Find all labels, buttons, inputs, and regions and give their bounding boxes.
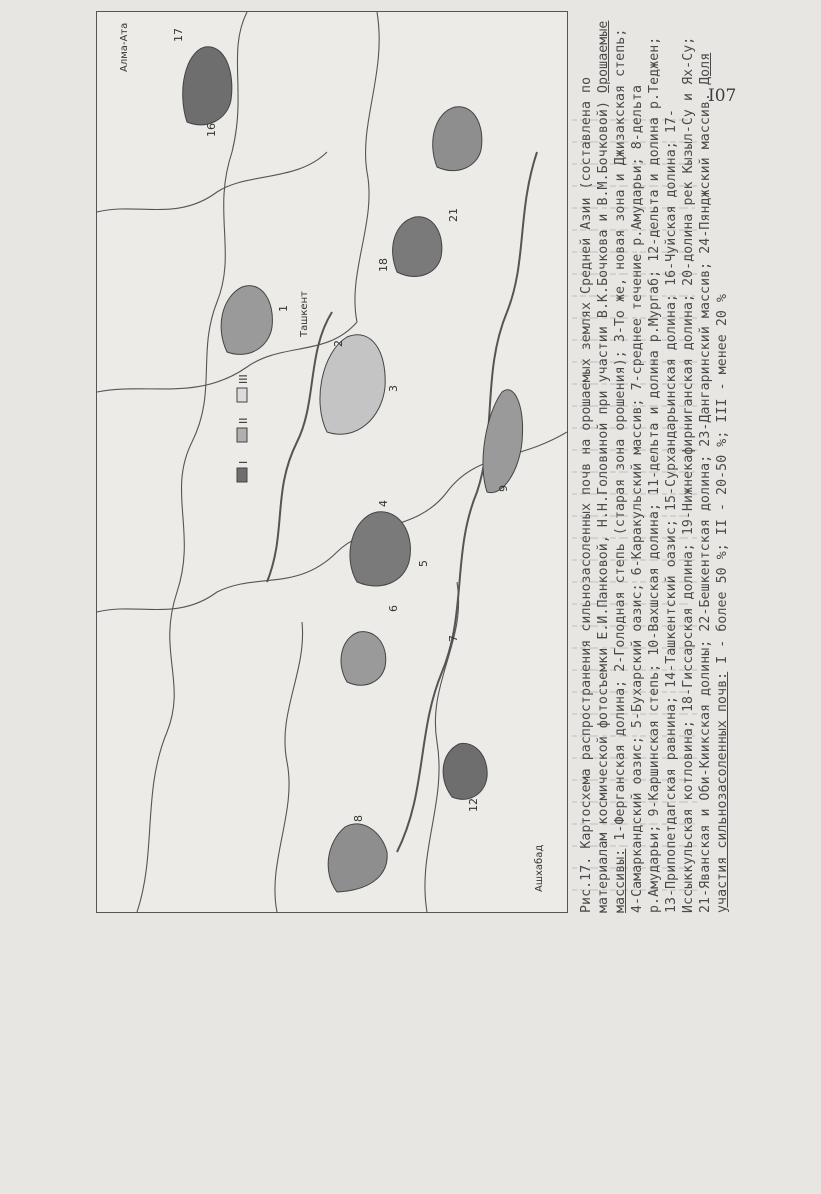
region-number: 2	[332, 340, 345, 347]
border-line	[137, 12, 247, 912]
border-line	[97, 152, 327, 212]
region-number: 1	[277, 305, 290, 312]
border-line	[275, 622, 303, 912]
border-line	[355, 12, 379, 322]
figure-caption	[578, 9, 731, 913]
legend-label: I	[237, 460, 250, 464]
page-number: I07	[708, 86, 737, 106]
region-number: 4	[377, 500, 390, 507]
legend-label: II	[237, 417, 250, 424]
caption-share-list: I - более 50 %; II - 20-50 %; III - менее 20 %	[715, 293, 730, 672]
region-number: 8	[352, 815, 365, 822]
caption-title: Рис.17. Картосхема распространения сильнозасоленных почв на орошаемых землях Средней Азии (составлена по материалам космической фотосъемки Е.И.Панковой, Н.Н.Головиной при участии В.К.Бочкова и В.М.Бочковой)	[579, 76, 611, 913]
region-number: 7	[447, 635, 460, 642]
caption-massifs-label: Орошаемые массивы:	[596, 20, 628, 913]
rotated-figure	[90, 0, 730, 941]
region-number: 17	[172, 28, 185, 42]
map-drawing	[97, 12, 567, 912]
legend-label: III	[237, 374, 250, 384]
city-label: Ашхабад	[534, 844, 545, 892]
region-number: 16	[205, 123, 218, 137]
city-label: Алма-Ата	[119, 22, 130, 72]
caption-massifs-list: 1-Ферганская долина; 2-Голодная степь (старая зона орошения); 3-То же, новая зона и Джизакская степь; 4-Самаркандский оазис; 5-Бухарский оазис; 6-Каракульский массив; 7-среднее течение р.Амударьи; 8-дельта р.Амударьи; 9-Каршинская степь; 10-Вахшская долина; 11-дельта и долина р.Мургаб; 12-дельта и долина р.Теджен; 13-Припопетдагская равнина; 14-Ташкентский оазис; 15-Сурхандарьинская долина; 16-Чуйская долина; 17-Иссыккульская котловина; 18-Гиссарская долина; 19-Нижнекафирниганская долина; 20-долина рек Кызыл-Су и Ях-Су; 21-Яванская и Оби-Киикская долины; 22-Бешкентская долина; 23-Дангаринский массив; 24-Пянджский массив.	[613, 28, 713, 913]
region-number: 18	[377, 258, 390, 272]
city-label: Ташкент	[299, 291, 310, 337]
caption-share-label: Доля участия сильнозасоленных почв:	[698, 52, 730, 913]
syrdarya-river	[267, 312, 332, 582]
region-number: 12	[467, 798, 480, 812]
region-number: 5	[417, 560, 430, 567]
map-legend	[237, 388, 247, 482]
region-number: 21	[447, 208, 460, 222]
region-number: 3	[387, 385, 400, 392]
region-number: 9	[497, 485, 510, 492]
region-number: 6	[387, 605, 400, 612]
map-frame	[96, 11, 568, 913]
